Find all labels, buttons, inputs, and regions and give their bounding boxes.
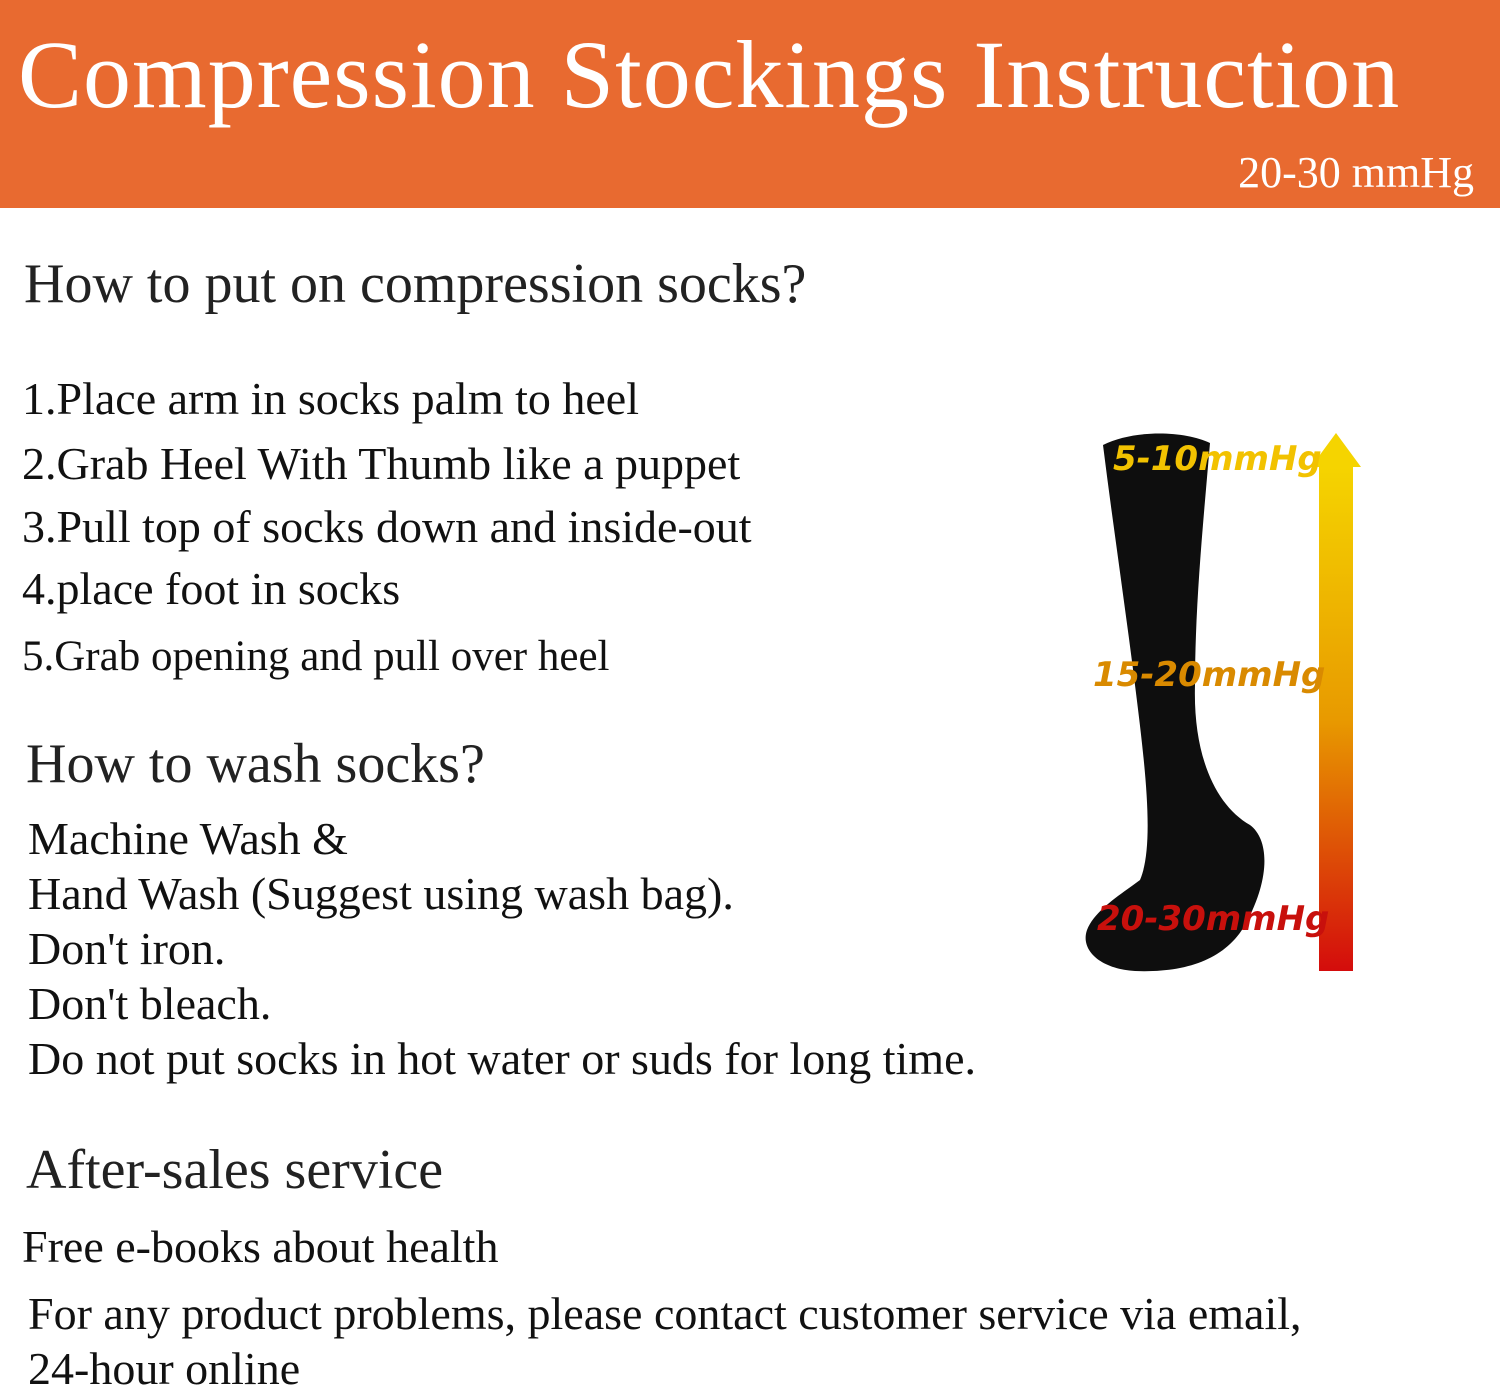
put-on-heading: How to put on compression socks? [24, 253, 807, 315]
after-sales-line-1: Free e-books about health [22, 1221, 499, 1272]
wash-line-4: Don't bleach. [28, 978, 272, 1029]
wash-line-1: Machine Wash & [28, 813, 348, 864]
page-title: Compression Stockings Instruction [18, 21, 1401, 128]
wash-line-3: Don't iron. [28, 923, 226, 974]
step-3: 3.Pull top of socks down and inside-out [22, 501, 752, 552]
after-sales-line-2: For any product problems, please contact customer service via email, [28, 1288, 1302, 1339]
pressure-label-mid: 15-20mmHg [1093, 655, 1326, 695]
step-2: 2.Grab Heel With Thumb like a puppet [22, 438, 741, 489]
after-sales-heading: After-sales service [26, 1139, 444, 1201]
pressure-label-top: 5-10mmHg [1113, 439, 1322, 479]
step-1: 1.Place arm in socks palm to heel [22, 373, 640, 424]
wash-line-5: Do not put socks in hot water or suds for long time. [28, 1033, 977, 1084]
wash-line-2: Hand Wash (Suggest using wash bag). [28, 868, 734, 919]
compression-sock-icon [1086, 434, 1265, 972]
title-banner [0, 0, 1500, 208]
step-4: 4.place foot in socks [22, 563, 401, 614]
pressure-label-bottom: 20-30mmHg [1097, 899, 1330, 939]
after-sales-line-3: 24-hour online [28, 1343, 301, 1394]
pressure-gradient-bar [1319, 467, 1353, 971]
wash-heading: How to wash socks? [26, 733, 485, 795]
step-5: 5.Grab opening and pull over heel [22, 633, 610, 680]
pressure-graphic [1075, 425, 1375, 985]
pressure-subtitle: 20-30 mmHg [1238, 148, 1474, 197]
